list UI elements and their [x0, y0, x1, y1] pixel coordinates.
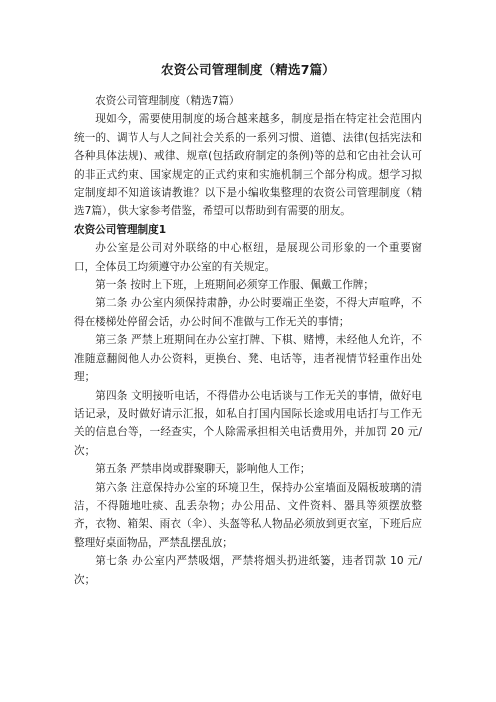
rule-article-4: 第四条 文明接听电话，不得借办公电话谈与工作无关的事情，做好电话记录，及时做好请示汇报，如私自打国内国际长途或用电话打与工作无关的信息台等，一经查实，个人除需承担相关电话费用外，并加罚 20 元/次；: [74, 389, 422, 457]
document-title: 农资公司管理制度（精选7篇）: [161, 62, 335, 77]
section-heading: 农资公司管理制度1: [74, 223, 167, 236]
rule-article-1: 第一条 按时上下班，上班期间必须穿工作服、佩戴工作牌；: [95, 279, 374, 292]
rule-article-7: 第七条 办公室内严禁吸烟，严禁将烟头扔进纸篓，违者罚款 10 元/次；: [74, 555, 422, 586]
rule-article-5: 第五条 严禁串岗或群聚聊天，影响他人工作；: [95, 463, 311, 476]
section-paragraph: 办公室是公司对外联络的中心枢纽，是展现公司形象的一个重要窗口，全体员工均须遵守办公室的有关规定。: [74, 242, 422, 273]
rule-article-6: 第六条 注意保持办公室的环境卫生，保持办公室墙面及隔板玻璃的清洁，不得随地吐痰、乱丢杂物；办公用品、文件资料、器具等须摆放整齐，衣物、箱架、雨衣（伞）、头盔等私人物品必须放到更衣室，下班后应整理好桌面物品，严禁乱摆乱放；: [74, 481, 422, 549]
rule-article-3: 第三条 严禁上班期间在办公室打牌、下棋、赌博，未经他人允许，不准随意翻阅他人办公资料，更换台、凳、电话等，违者视情节轻重作出处理；: [74, 334, 422, 384]
rule-article-2: 第二条 办公室内须保持肃静，办公时要端正坐姿，不得大声喧哗，不得在楼梯处停留会话，办公时间不准做与工作无关的事情；: [74, 297, 422, 328]
subtitle-paragraph: 农资公司管理制度（精选7篇）: [95, 95, 240, 107]
intro-paragraph: 现如今，需要使用制度的场合越来越多，制度是指在特定社会范围内统一的、调节人与人之间社会关系的一系列习惯、道德、法律(包括宪法和各种具体法规)、戒律、规章(包括政府制定的条例)等的总和它由社会认可的非正式约束、国家规定的正式约束和实施机制三个部分构成。想学习拟定制度却不知道该请教谁？以下是小编收集整理的农资公司管理制度（精选7篇），供大家参考借鉴，希望可以帮助到有需要的朋友。: [74, 113, 422, 218]
